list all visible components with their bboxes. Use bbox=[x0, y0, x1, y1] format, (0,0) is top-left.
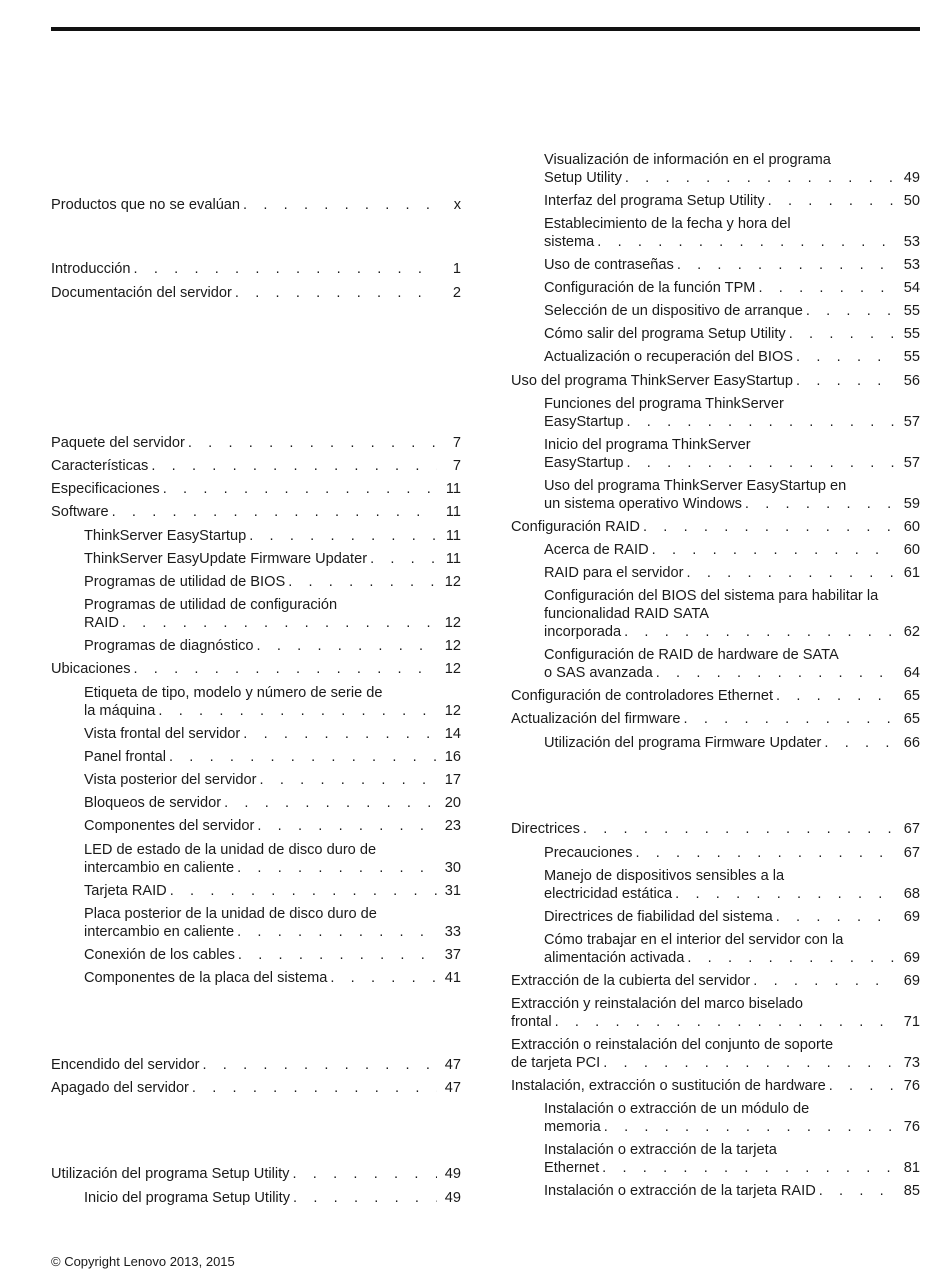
toc-entry-title: Apagado del servidor bbox=[51, 1080, 189, 1096]
toc-page-number: 76 bbox=[903, 1078, 920, 1094]
toc-entry-title: Actualización del firmware bbox=[511, 711, 681, 727]
toc-page-number: 69 bbox=[903, 973, 920, 989]
toc-entry[interactable] bbox=[84, 637, 461, 655]
toc-entry[interactable] bbox=[84, 817, 461, 835]
dot-leader bbox=[675, 885, 896, 903]
toc-entry[interactable] bbox=[544, 348, 920, 366]
toc-page-number: 59 bbox=[903, 496, 920, 512]
toc-entry[interactable] bbox=[544, 279, 920, 297]
dot-leader bbox=[603, 1054, 896, 1072]
toc-entry[interactable] bbox=[84, 794, 461, 812]
toc-entry-title: intercambio en caliente bbox=[84, 860, 235, 876]
toc-entry[interactable] bbox=[84, 1189, 461, 1207]
toc-entry-title: Instalación, extracción o sustitución de hardware bbox=[511, 1078, 826, 1094]
toc-page-number: 81 bbox=[903, 1160, 920, 1176]
toc-page-number: 67 bbox=[903, 845, 920, 861]
dot-leader bbox=[192, 1079, 437, 1097]
toc-entry[interactable] bbox=[511, 710, 920, 728]
toc-page-number: 76 bbox=[903, 1119, 920, 1135]
toc-entry-title: ThinkServer EasyUpdate Firmware Updater bbox=[84, 551, 368, 567]
toc-entry-title: Uso de contraseñas bbox=[544, 257, 674, 273]
toc-entry-title: Cómo salir del programa Setup Utility bbox=[544, 326, 786, 342]
toc-entry-title: Introducción bbox=[51, 261, 131, 277]
toc-entry[interactable] bbox=[511, 820, 920, 838]
toc-entry-title: Documentación del servidor bbox=[51, 285, 232, 301]
toc-page-number: 65 bbox=[903, 688, 920, 704]
toc-entry[interactable] bbox=[511, 972, 920, 990]
toc-entry-title: Programas de diagnóstico bbox=[84, 638, 254, 654]
toc-page-number: 7 bbox=[452, 435, 461, 451]
dot-leader bbox=[163, 480, 437, 498]
toc-page-number: 66 bbox=[903, 735, 920, 751]
toc-page-number: 62 bbox=[903, 624, 920, 640]
toc-page-number: 30 bbox=[444, 860, 461, 876]
toc-entry-title: Programas de utilidad de BIOS bbox=[84, 574, 286, 590]
toc-entry[interactable] bbox=[544, 867, 920, 903]
dot-leader bbox=[597, 233, 896, 251]
toc-entry[interactable] bbox=[544, 564, 920, 582]
toc-entry[interactable] bbox=[544, 844, 920, 862]
toc-page-number: 55 bbox=[903, 303, 920, 319]
toc-entry-title: frontal bbox=[511, 1014, 552, 1030]
toc-page-number: 55 bbox=[903, 326, 920, 342]
dot-leader bbox=[687, 564, 896, 582]
toc-page-number: 37 bbox=[444, 947, 461, 963]
toc-entry-title: de tarjeta PCI bbox=[511, 1055, 601, 1071]
top-rule bbox=[51, 27, 920, 31]
toc-entry[interactable] bbox=[51, 196, 461, 214]
toc-page-number: 55 bbox=[903, 349, 920, 365]
toc-entry-title: Utilización del programa Firmware Updater bbox=[544, 735, 822, 751]
toc-entry-title: Setup Utility bbox=[544, 170, 622, 186]
toc-page-number: 31 bbox=[444, 883, 461, 899]
dot-leader bbox=[555, 1013, 896, 1031]
toc-entry[interactable] bbox=[544, 587, 920, 641]
toc-entry[interactable] bbox=[544, 325, 920, 343]
toc-entry-title: RAID bbox=[84, 615, 119, 631]
toc-entry[interactable] bbox=[544, 436, 920, 472]
toc-entry[interactable] bbox=[51, 660, 461, 678]
toc-page-number: 11 bbox=[445, 481, 461, 497]
toc-entry[interactable] bbox=[544, 931, 920, 967]
toc-entry[interactable] bbox=[84, 748, 461, 766]
toc-entry-title: Configuración de controladores Ethernet bbox=[511, 688, 774, 704]
dot-leader bbox=[625, 169, 896, 187]
dot-leader bbox=[635, 844, 896, 862]
toc-page-number: 47 bbox=[444, 1057, 461, 1073]
toc-page-number: 69 bbox=[903, 909, 920, 925]
toc-entry[interactable] bbox=[84, 725, 461, 743]
toc-entry-title-lead: Manejo de dispositivos sensibles a la bbox=[544, 868, 785, 884]
toc-entry[interactable] bbox=[544, 1182, 920, 1200]
toc-entry[interactable] bbox=[544, 908, 920, 926]
toc-entry-title: EasyStartup bbox=[544, 455, 624, 471]
toc-page-number: 71 bbox=[903, 1014, 920, 1030]
toc-page-number: 33 bbox=[444, 924, 461, 940]
toc-entry[interactable] bbox=[544, 395, 920, 431]
toc-entry-title-lead: Visualización de información en el programa bbox=[544, 152, 831, 168]
toc-entry-title: Precauciones bbox=[544, 845, 633, 861]
toc-page-number: 60 bbox=[903, 519, 920, 535]
toc-entry[interactable] bbox=[51, 434, 461, 452]
dot-leader bbox=[257, 637, 437, 655]
toc-entry-title: Directrices de fiabilidad del sistema bbox=[544, 909, 773, 925]
toc-entry-title-lead: Placa posterior de la unidad de disco duro de bbox=[84, 906, 377, 922]
dot-leader bbox=[684, 710, 896, 728]
dot-leader bbox=[293, 1189, 437, 1207]
toc-entry[interactable] bbox=[51, 1165, 461, 1183]
toc-entry[interactable] bbox=[544, 646, 920, 682]
dot-leader bbox=[122, 614, 437, 632]
dot-leader bbox=[627, 454, 897, 472]
dot-leader bbox=[237, 859, 437, 877]
toc-entry-title: Software bbox=[51, 504, 109, 520]
toc-entry-title: Vista posterior del servidor bbox=[84, 772, 257, 788]
toc-entry[interactable] bbox=[511, 1077, 920, 1095]
toc-page-number: 49 bbox=[444, 1166, 461, 1182]
toc-page-number: 2 bbox=[452, 285, 461, 301]
toc-entry[interactable] bbox=[84, 527, 461, 545]
toc-page-number: 67 bbox=[903, 821, 920, 837]
dot-leader bbox=[776, 687, 896, 705]
toc-entry[interactable] bbox=[544, 734, 920, 752]
toc-page-number: 14 bbox=[444, 726, 461, 742]
toc-entry-title: Características bbox=[51, 458, 149, 474]
toc-page-number: 41 bbox=[444, 970, 461, 986]
copyright-footer: © Copyright Lenovo 2013, 2015 bbox=[51, 1254, 235, 1269]
toc-entry[interactable] bbox=[544, 541, 920, 559]
dot-leader bbox=[237, 923, 437, 941]
toc-page-number: 12 bbox=[444, 638, 461, 654]
toc-entry-title: Vista frontal del servidor bbox=[84, 726, 241, 742]
dot-leader bbox=[768, 192, 896, 210]
toc-entry[interactable] bbox=[544, 192, 920, 210]
toc-entry[interactable] bbox=[511, 995, 920, 1031]
dot-leader bbox=[288, 573, 437, 591]
toc-entry-title: Acerca de RAID bbox=[544, 542, 649, 558]
toc-entry[interactable] bbox=[544, 215, 920, 251]
toc-entry[interactable] bbox=[84, 946, 461, 964]
toc-entry-title-lead: Inicio del programa ThinkServer bbox=[544, 437, 751, 453]
toc-entry-title: Actualización o recuperación del BIOS bbox=[544, 349, 794, 365]
toc-page-number: 49 bbox=[903, 170, 920, 186]
dot-leader bbox=[134, 260, 437, 278]
dot-leader bbox=[238, 946, 437, 964]
toc-page-number: 57 bbox=[903, 414, 920, 430]
toc-entry[interactable] bbox=[84, 969, 461, 987]
toc-entry-title: Especificaciones bbox=[51, 481, 160, 497]
toc-entry-title: Uso del programa ThinkServer EasyStartup bbox=[511, 373, 794, 389]
toc-entry-title: alimentación activada bbox=[544, 950, 685, 966]
toc-entry-title: Productos que no se evalúan bbox=[51, 197, 241, 213]
toc-entry[interactable] bbox=[511, 1036, 920, 1072]
dot-leader bbox=[824, 734, 896, 752]
dot-leader bbox=[602, 1159, 896, 1177]
dot-leader bbox=[243, 725, 437, 743]
toc-page-number: 57 bbox=[903, 455, 920, 471]
toc-entry-title: Tarjeta RAID bbox=[84, 883, 167, 899]
toc-entry-title-lead: Instalación o extracción de la tarjeta bbox=[544, 1142, 777, 1158]
toc-entry-title: Inicio del programa Setup Utility bbox=[84, 1190, 291, 1206]
toc-entry[interactable] bbox=[544, 1100, 920, 1136]
toc-page-number: 11 bbox=[445, 528, 461, 544]
dot-leader bbox=[151, 457, 437, 475]
toc-page-number: 54 bbox=[903, 280, 920, 296]
toc-page-number: 20 bbox=[444, 795, 461, 811]
toc-entry[interactable] bbox=[544, 1141, 920, 1177]
toc-page-number: 73 bbox=[903, 1055, 920, 1071]
toc-entry-title-lead: Extracción y reinstalación del marco biselado bbox=[511, 996, 804, 1012]
dot-leader bbox=[687, 949, 896, 967]
dot-leader bbox=[134, 660, 438, 678]
dot-leader bbox=[624, 623, 896, 641]
toc-entry-title-lead: Programas de utilidad de configuración bbox=[84, 597, 338, 613]
toc-page-number: 11 bbox=[445, 551, 461, 567]
dot-leader bbox=[829, 1077, 896, 1095]
dot-leader bbox=[627, 413, 897, 431]
toc-entry[interactable] bbox=[544, 477, 920, 513]
toc-entry-title-lead: Establecimiento de la fecha y hora del bbox=[544, 216, 791, 232]
dot-leader bbox=[257, 817, 437, 835]
dot-leader bbox=[745, 495, 896, 513]
toc-page-number: 65 bbox=[903, 711, 920, 727]
toc-entry-title: Configuración RAID bbox=[511, 519, 640, 535]
dot-leader bbox=[796, 372, 896, 390]
toc-page-number: 11 bbox=[445, 504, 461, 520]
toc-entry[interactable] bbox=[51, 503, 461, 521]
toc-entry-title: Bloqueos de servidor bbox=[84, 795, 222, 811]
toc-entry-title-lead: LED de estado de la unidad de disco duro de bbox=[84, 842, 377, 858]
toc-page-number: 69 bbox=[903, 950, 920, 966]
dot-leader bbox=[806, 302, 896, 320]
toc-entry-title: o SAS avanzada bbox=[544, 665, 653, 681]
toc-entry[interactable] bbox=[51, 480, 461, 498]
dot-leader bbox=[604, 1118, 896, 1136]
toc-page-number: 17 bbox=[444, 772, 461, 788]
toc-entry[interactable] bbox=[51, 1079, 461, 1097]
dot-leader bbox=[776, 908, 896, 926]
toc-entry[interactable] bbox=[544, 256, 920, 274]
toc-entry-title: intercambio en caliente bbox=[84, 924, 235, 940]
toc-entry[interactable] bbox=[51, 260, 461, 278]
dot-leader bbox=[583, 820, 896, 838]
toc-entry[interactable] bbox=[84, 684, 461, 720]
toc-entry[interactable] bbox=[511, 687, 920, 705]
toc-entry[interactable] bbox=[84, 550, 461, 568]
toc-entry-title: incorporada bbox=[544, 624, 622, 640]
dot-leader bbox=[243, 196, 437, 214]
dot-leader bbox=[224, 794, 437, 812]
toc-entry[interactable] bbox=[84, 771, 461, 789]
toc-page-number: 47 bbox=[444, 1080, 461, 1096]
toc-page-number: 12 bbox=[444, 703, 461, 719]
toc-entry-title: Ethernet bbox=[544, 1160, 600, 1176]
toc-page-number: 12 bbox=[444, 661, 461, 677]
toc-entry[interactable] bbox=[51, 284, 461, 302]
toc-entry-title: la máquina bbox=[84, 703, 156, 719]
toc-page-number: x bbox=[453, 197, 461, 213]
dot-leader bbox=[819, 1182, 896, 1200]
dot-leader bbox=[235, 284, 437, 302]
dot-leader bbox=[188, 434, 437, 452]
toc-entry[interactable] bbox=[84, 573, 461, 591]
toc-entry-title: ThinkServer EasyStartup bbox=[84, 528, 247, 544]
dot-leader bbox=[758, 279, 896, 297]
toc-page-number: 56 bbox=[903, 373, 920, 389]
dot-leader bbox=[158, 702, 437, 720]
toc-entry-title-lead: Funciones del programa ThinkServer bbox=[544, 396, 784, 412]
toc-entry-title: un sistema operativo Windows bbox=[544, 496, 742, 512]
toc-page-number: 16 bbox=[444, 749, 461, 765]
toc-entry-title: Configuración de la función TPM bbox=[544, 280, 756, 296]
toc-entry-title: sistema bbox=[544, 234, 595, 250]
toc-entry-title: EasyStartup bbox=[544, 414, 624, 430]
toc-page-number: 1 bbox=[452, 261, 461, 277]
toc-entry-title: Encendido del servidor bbox=[51, 1057, 200, 1073]
toc-entry-title: Componentes del servidor bbox=[84, 818, 255, 834]
toc-page-number: 53 bbox=[903, 234, 920, 250]
dot-leader bbox=[249, 527, 437, 545]
toc-page-number: 7 bbox=[452, 458, 461, 474]
toc-entry-title: electricidad estática bbox=[544, 886, 673, 902]
toc-entry[interactable] bbox=[84, 596, 461, 632]
toc-entry-title: memoria bbox=[544, 1119, 601, 1135]
toc-entry-title-lead: Etiqueta de tipo, modelo y número de serie de bbox=[84, 685, 383, 701]
toc-entry-title: Ubicaciones bbox=[51, 661, 131, 677]
toc-entry[interactable] bbox=[51, 457, 461, 475]
toc-entry-title-lead: Configuración del BIOS del sistema para habilitar la funcionalidad RAID SATA bbox=[544, 588, 879, 622]
dot-leader bbox=[292, 1165, 437, 1183]
toc-entry-title-lead: Instalación o extracción de un módulo de bbox=[544, 1101, 810, 1117]
toc-entry[interactable] bbox=[84, 882, 461, 900]
toc-entry[interactable] bbox=[511, 518, 920, 536]
toc-page-number: 61 bbox=[903, 565, 920, 581]
toc-page-number: 68 bbox=[903, 886, 920, 902]
dot-leader bbox=[260, 771, 437, 789]
toc-entry-title: Paquete del servidor bbox=[51, 435, 185, 451]
toc-page-number: 49 bbox=[444, 1190, 461, 1206]
dot-leader bbox=[370, 550, 437, 568]
dot-leader bbox=[169, 748, 437, 766]
dot-leader bbox=[170, 882, 437, 900]
toc-page-number: 12 bbox=[444, 615, 461, 631]
toc-entry[interactable] bbox=[84, 841, 461, 877]
toc-entry[interactable] bbox=[544, 151, 920, 187]
dot-leader bbox=[796, 348, 896, 366]
dot-leader bbox=[112, 503, 437, 521]
toc-page-number: 85 bbox=[903, 1183, 920, 1199]
dot-leader bbox=[677, 256, 896, 274]
toc-entry-title: Selección de un dispositivo de arranque bbox=[544, 303, 803, 319]
toc-entry[interactable] bbox=[84, 905, 461, 941]
toc-entry-title-lead: Cómo trabajar en el interior del servidor con la bbox=[544, 932, 844, 948]
toc-entry[interactable] bbox=[544, 302, 920, 320]
dot-leader bbox=[652, 541, 896, 559]
dot-leader bbox=[330, 969, 437, 987]
dot-leader bbox=[753, 972, 896, 990]
toc-entry-title: Panel frontal bbox=[84, 749, 166, 765]
toc-entry-title: Instalación o extracción de la tarjeta RAID bbox=[544, 1183, 816, 1199]
dot-leader bbox=[643, 518, 896, 536]
toc-entry-title: RAID para el servidor bbox=[544, 565, 684, 581]
toc-entry-title-lead: Extracción o reinstalación del conjunto de soporte bbox=[511, 1037, 834, 1053]
toc-entry-title: Directrices bbox=[511, 821, 580, 837]
toc-page-number: 50 bbox=[903, 193, 920, 209]
toc-page-number: 53 bbox=[903, 257, 920, 273]
toc-entry[interactable] bbox=[511, 372, 920, 390]
toc-entry-title: Interfaz del programa Setup Utility bbox=[544, 193, 765, 209]
toc-page-number: 64 bbox=[903, 665, 920, 681]
dot-leader bbox=[656, 664, 896, 682]
dot-leader bbox=[789, 325, 896, 343]
toc-entry-title: Conexión de los cables bbox=[84, 947, 235, 963]
toc-entry[interactable] bbox=[51, 1056, 461, 1074]
toc-page-number: 12 bbox=[444, 574, 461, 590]
toc-entry-title: Extracción de la cubierta del servidor bbox=[511, 973, 751, 989]
toc-entry-title-lead: Configuración de RAID de hardware de SATA bbox=[544, 647, 839, 663]
dot-leader bbox=[202, 1056, 437, 1074]
toc-entry-title: Componentes de la placa del sistema bbox=[84, 970, 328, 986]
toc-page-number: 23 bbox=[444, 818, 461, 834]
toc-page-number: 60 bbox=[903, 542, 920, 558]
toc-entry-title-lead: Uso del programa ThinkServer EasyStartup en bbox=[544, 478, 847, 494]
toc-entry-title: Utilización del programa Setup Utility bbox=[51, 1166, 290, 1182]
